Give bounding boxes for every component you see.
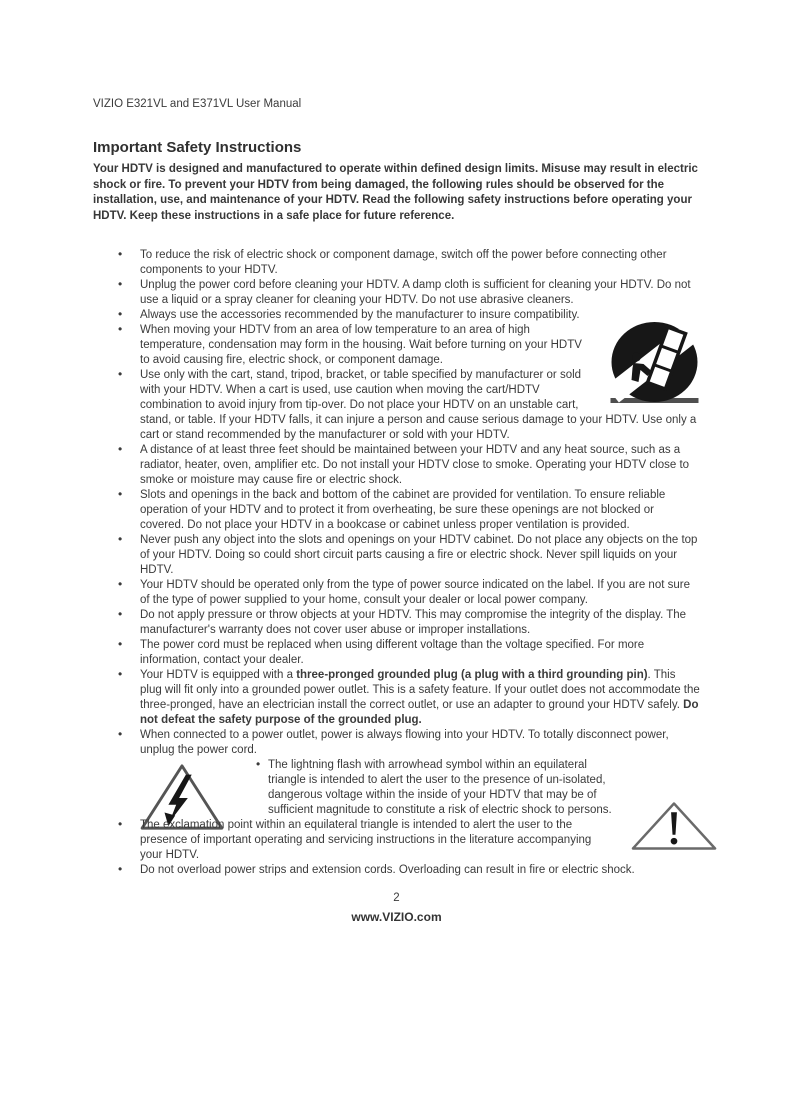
safety-item-text: Never push any object into the slots and openings on your HDTV cabinet. Do not place any objects on the top of your HDTV. Doing so could short circuit parts causing a fire or electric shock. Never spill liquids on your HDTV. [140, 534, 698, 576]
safety-item-text-normal: Your HDTV is equipped with a [140, 669, 297, 681]
page-number: 2 [393, 892, 400, 904]
safety-item-exclamation-note [93, 818, 700, 863]
bullet-icon: • [256, 757, 261, 771]
safety-item-text: Always use the accessories recommended by the manufacturer to insure compatibility. [140, 309, 580, 321]
safety-item-text: Unplug the power cord before cleaning your HDTV. A damp cloth is sufficient for cleaning your HDTV. Do not use a liquid or a spray cleaner for cleaning your HDTV. Do not use abrasive cleaners. [140, 279, 691, 306]
bullet-icon: • [118, 727, 123, 741]
safety-item-heat-distance [93, 443, 700, 488]
safety-item-moving-condensation [93, 323, 700, 368]
website-url: www.VIZIO.com [351, 910, 442, 924]
bullet-icon: • [118, 277, 123, 291]
page-title: Important Safety Instructions [93, 139, 302, 156]
safety-item-text-bold: Do not defeat the safety purpose of the grounded plug. [140, 699, 699, 726]
bullet-icon: • [118, 817, 123, 831]
safety-item-text: The power cord must be replaced when using different voltage than the voltage specified. For more information, contact your dealer. [140, 639, 645, 666]
safety-item-lightning-note [93, 758, 700, 818]
bullet-icon: • [118, 442, 123, 456]
safety-item-text: To reduce the risk of electric shock or component damage, switch off the power before connecting other components to your HDTV. [140, 249, 667, 276]
safety-item-power-cord-voltage [93, 638, 700, 668]
safety-item-text: When moving your HDTV from an area of low temperature to an area of high temperature, condensation may form in the housing. Wait before turning on your HDTV to avoid causing fire, electric shock, or component damage. [140, 324, 582, 366]
bullet-icon: • [118, 607, 123, 621]
safety-instructions-list [93, 248, 700, 878]
safety-item-overload [93, 863, 700, 878]
safety-item-text: Use only with the cart, stand, tripod, bracket, or table specified by manufacturer or sold with your HDTV. When a cart is used, use caution when moving the cart/HDTV combination to avoid injury from tip-over. Do not place your HDTV on an unstable cart, stand, or table. If your HDTV falls, it can injure a person and cause serious damage to your HDTV. Use only a cart or stand recommended by the manufacturer or sold with your HDTV. [140, 369, 697, 441]
bullet-icon: • [118, 862, 123, 876]
safety-item-unplug-before-cleaning [93, 278, 700, 308]
safety-item-text: Your HDTV should be operated only from the type of power source indicated on the label. If you are not sure of the type of power supplied to your home, consult your dealer or local power company. [140, 579, 690, 606]
safety-item-always-flowing [93, 728, 700, 758]
intro-paragraph: Your HDTV is designed and manufactured to operate within defined design limits. Misuse may result in electric shock or fire. To prevent your HDTV from being damaged, the following rules should be observed for the installation, use, and maintenance of your HDTV. Read the following safety instructions before operating your HDTV. Keep these instructions in a safe place for future reference. [93, 163, 698, 222]
safety-item-text: Do not apply pressure or throw objects at your HDTV. This may compromise the integrity of the display. The manufacturer's warranty does not cover user abuse or improper installations. [140, 609, 687, 636]
safety-item-text: A distance of at least three feet should be maintained between your HDTV and any heat source, such as a radiator, heater, oven, amplifier etc. Do not install your HDTV close to smoke. Operating your HDTV close to smoke or moisture may cause fire or electric shock. [140, 444, 690, 486]
safety-item-reduce-shock [93, 248, 700, 278]
safety-item-never-push-objects [93, 533, 700, 578]
safety-item-no-pressure [93, 608, 700, 638]
safety-item-text: When connected to a power outlet, power is always flowing into your HDTV. To totally disconnect power, unplug the power cord. [140, 729, 669, 756]
bullet-icon: • [118, 532, 123, 546]
bullet-icon: • [118, 247, 123, 261]
safety-item-text-normal: . This plug will fit only into a grounded power outlet. This is a safety feature. If your outlet does not accommodate the three-pronged, have an electrician install the correct outlet, or use an adapter to ground your HDTV safely. [140, 669, 700, 711]
bullet-icon: • [118, 367, 123, 381]
safety-item-cart-stand [93, 368, 700, 443]
bullet-icon: • [118, 577, 123, 591]
safety-item-text: Slots and openings in the back and bottom of the cabinet are provided for ventilation. To ensure reliable operation of your HDTV and to protect it from overheating, be sure these openings are not blocked or covered. Do not place your HDTV in a bookcase or cabinet unless proper ventilation is provided. [140, 489, 666, 531]
safety-item-text-bold: three-pronged grounded plug (a plug with a third grounding pin) [296, 669, 648, 681]
safety-item-text: Do not overload power strips and extension cords. Overloading can result in fire or electric shock. [140, 864, 635, 876]
bullet-icon: • [118, 667, 123, 681]
document-header: VIZIO E321VL and E371VL User Manual [93, 98, 302, 110]
bullet-icon: • [118, 322, 123, 336]
bullet-icon: • [118, 637, 123, 651]
safety-item-ventilation-slots [93, 488, 700, 533]
safety-item-power-source [93, 578, 700, 608]
safety-item-text: The exclamation point within an equilateral triangle is intended to alert the user to the presence of important operating and servicing instructions in the literature accompanying your HDTV. [140, 819, 592, 861]
page-footer [93, 891, 700, 925]
safety-item-text: The lightning flash with arrowhead symbol within an equilateral triangle is intended to alert the user to the presence of un-isolated, dangerous voltage within the inside of your HDTV that may be of sufficient magnitude to constitute a risk of electric shock to persons. [268, 759, 612, 816]
bullet-icon: • [118, 487, 123, 501]
safety-item-grounded-plug [93, 668, 700, 728]
bullet-icon: • [118, 307, 123, 321]
